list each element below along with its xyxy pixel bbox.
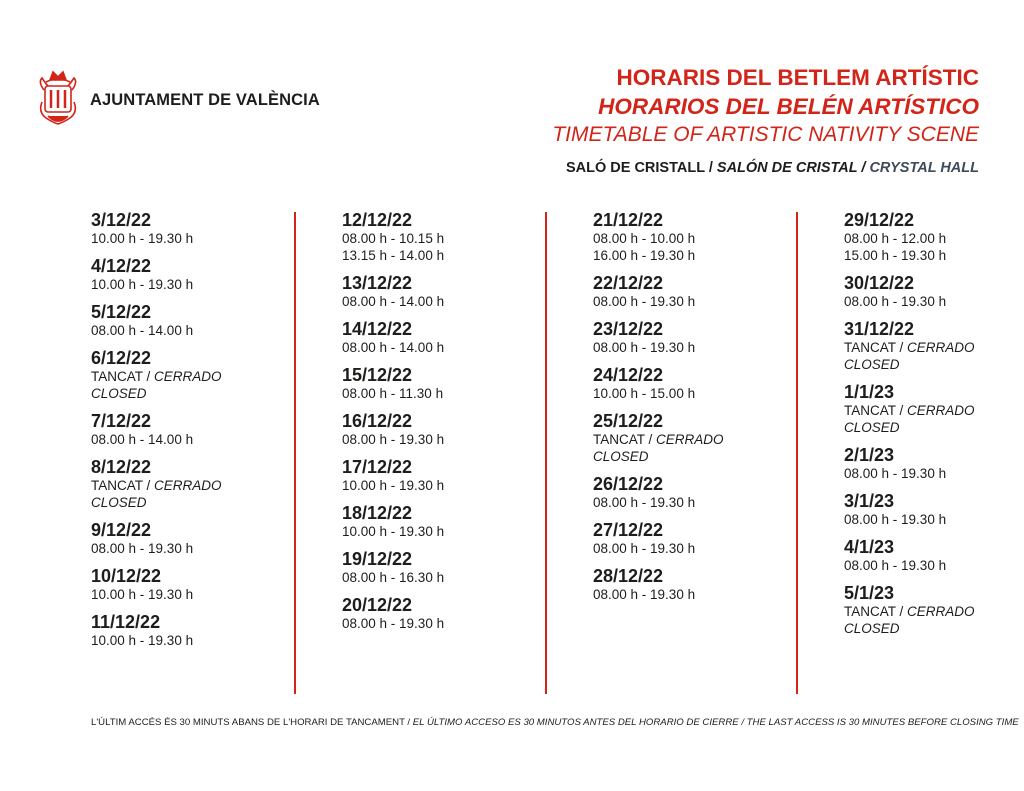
entry-date: 16/12/22 xyxy=(342,411,413,431)
entry-date: 22/12/22 xyxy=(593,273,664,293)
entry-date: 27/12/22 xyxy=(593,520,664,540)
schedule-entry xyxy=(342,319,542,356)
closed-label xyxy=(593,431,793,448)
opening-hours: 08.00 h - 16.30 h xyxy=(342,570,445,585)
closed-english: CLOSED xyxy=(91,386,147,401)
entry-date: 7/12/22 xyxy=(91,411,152,431)
schedule-entry xyxy=(342,503,542,540)
closed-english: CLOSED xyxy=(91,495,147,510)
schedule-entry xyxy=(342,549,542,586)
closed-spanish: CERRADO xyxy=(656,432,724,447)
schedule-entry xyxy=(593,365,793,402)
schedule-entry xyxy=(91,520,291,557)
opening-hours: 13.15 h - 14.00 h xyxy=(342,248,445,263)
note-english: / THE LAST ACCESS IS 30 MINUTES BEFORE CLOSING TIME xyxy=(738,717,1019,728)
opening-hours: 08.00 h - 19.30 h xyxy=(342,432,445,447)
schedule-entry xyxy=(91,457,291,511)
title-catalan: HORARIS DEL BETLEM ARTÍSTIC xyxy=(616,65,979,90)
closed-english: CLOSED xyxy=(844,420,900,435)
closed-catalan: TANCAT / xyxy=(844,340,908,355)
entry-date: 14/12/22 xyxy=(342,319,413,339)
schedule-entry xyxy=(844,445,1024,482)
schedule-entry xyxy=(593,566,793,603)
closed-spanish: CERRADO xyxy=(154,369,222,384)
closed-spanish: CERRADO xyxy=(907,604,975,619)
schedule-entry xyxy=(593,520,793,557)
schedule-entry xyxy=(593,319,793,356)
opening-hours: 08.00 h - 19.30 h xyxy=(91,541,194,556)
opening-hours: 08.00 h - 19.30 h xyxy=(342,616,445,631)
closed-catalan: TANCAT / xyxy=(844,403,908,418)
entry-date: 5/12/22 xyxy=(91,302,152,322)
schedule-entry xyxy=(593,411,793,465)
last-access-note xyxy=(91,717,1019,728)
entry-date: 23/12/22 xyxy=(593,319,664,339)
opening-hours: 08.00 h - 11.30 h xyxy=(342,386,444,401)
opening-hours: 08.00 h - 19.30 h xyxy=(593,495,696,510)
entry-date: 11/12/22 xyxy=(91,612,161,632)
opening-hours: 08.00 h - 14.00 h xyxy=(91,323,194,338)
schedule-entry xyxy=(844,537,1024,574)
opening-hours: 08.00 h - 19.30 h xyxy=(844,512,947,527)
entry-date: 9/12/22 xyxy=(91,520,152,540)
closed-english: CLOSED xyxy=(844,357,900,372)
schedule-column-3 xyxy=(593,210,793,612)
schedule-entry xyxy=(91,612,291,649)
opening-hours: 10.00 h - 19.30 h xyxy=(91,633,194,648)
closed-label xyxy=(91,368,291,385)
closed-label xyxy=(844,402,1024,419)
venue-english: CRYSTAL HALL xyxy=(869,160,979,176)
entry-date: 4/12/22 xyxy=(91,256,152,276)
opening-hours: 08.00 h - 10.00 h xyxy=(593,231,696,246)
schedule-column-1 xyxy=(91,210,291,658)
entry-date: 3/12/22 xyxy=(91,210,152,230)
note-spanish: EL ÚLTIMO ACCESO ES 30 MINUTOS ANTES DEL HORARIO DE CIERRE xyxy=(412,717,739,728)
entry-date: 6/12/22 xyxy=(91,348,152,368)
schedule-entry xyxy=(91,210,291,247)
organization-name: AJUNTAMENT DE VALÈNCIA xyxy=(90,90,320,109)
closed-catalan: TANCAT / xyxy=(844,604,908,619)
schedule-entry xyxy=(342,210,542,264)
title-block xyxy=(552,63,979,176)
opening-hours: 10.00 h - 19.30 h xyxy=(91,587,194,602)
column-divider xyxy=(545,212,547,694)
closed-english: CLOSED xyxy=(593,449,649,464)
schedule-entry xyxy=(844,210,1024,264)
schedule-entry xyxy=(342,365,542,402)
entry-date: 28/12/22 xyxy=(593,566,664,586)
schedule-column-4 xyxy=(844,210,1024,646)
schedule-entry xyxy=(342,411,542,448)
opening-hours: 10.00 h - 19.30 h xyxy=(91,277,194,292)
opening-hours: 08.00 h - 14.00 h xyxy=(91,432,194,447)
entry-date: 10/12/22 xyxy=(91,566,162,586)
venue-spanish: SALÓN DE CRISTAL / xyxy=(716,160,870,176)
valencia-coat-of-arms-icon xyxy=(36,68,80,132)
schedule-entry xyxy=(342,273,542,310)
entry-date: 21/12/22 xyxy=(593,210,664,230)
closed-catalan: TANCAT / xyxy=(91,369,155,384)
entry-date: 15/12/22 xyxy=(342,365,413,385)
schedule-entry xyxy=(844,583,1024,637)
entry-date: 1/1/23 xyxy=(844,382,895,402)
closed-catalan: TANCAT / xyxy=(91,478,155,493)
entry-date: 26/12/22 xyxy=(593,474,664,494)
header-logo xyxy=(36,68,320,132)
entry-date: 31/12/22 xyxy=(844,319,915,339)
closed-english: CLOSED xyxy=(844,621,900,636)
opening-hours: 08.00 h - 19.30 h xyxy=(844,294,947,309)
schedule-entry xyxy=(593,273,793,310)
schedule-entry xyxy=(844,273,1024,310)
entry-date: 25/12/22 xyxy=(593,411,664,431)
opening-hours: 08.00 h - 19.30 h xyxy=(844,466,947,481)
schedule-entry xyxy=(91,302,291,339)
opening-hours: 10.00 h - 19.30 h xyxy=(342,524,445,539)
closed-spanish: CERRADO xyxy=(907,340,975,355)
closed-label xyxy=(844,339,1024,356)
opening-hours: 08.00 h - 19.30 h xyxy=(593,587,696,602)
opening-hours: 08.00 h - 14.00 h xyxy=(342,340,445,355)
entry-date: 20/12/22 xyxy=(342,595,413,615)
opening-hours: 10.00 h - 19.30 h xyxy=(91,231,194,246)
entry-date: 19/12/22 xyxy=(342,549,413,569)
opening-hours: 10.00 h - 15.00 h xyxy=(593,386,696,401)
column-divider xyxy=(294,212,296,694)
note-catalan: L'ÚLTIM ACCÉS ÉS 30 MINUTS ABANS DE L'HORARI DE TANCAMENT / xyxy=(91,717,413,728)
entry-date: 2/1/23 xyxy=(844,445,895,465)
entry-date: 4/1/23 xyxy=(844,537,895,557)
entry-date: 24/12/22 xyxy=(593,365,664,385)
opening-hours: 08.00 h - 14.00 h xyxy=(342,294,445,309)
closed-catalan: TANCAT / xyxy=(593,432,657,447)
schedule-entry xyxy=(593,474,793,511)
venue-catalan: SALÓ DE CRISTALL / xyxy=(565,160,717,176)
closed-label xyxy=(91,477,291,494)
column-divider xyxy=(796,212,798,694)
schedule-entry xyxy=(91,566,291,603)
closed-spanish: CERRADO xyxy=(907,403,975,418)
entry-date: 12/12/22 xyxy=(342,210,413,230)
opening-hours: 15.00 h - 19.30 h xyxy=(844,248,947,263)
opening-hours: 08.00 h - 10.15 h xyxy=(342,231,445,246)
entry-date: 8/12/22 xyxy=(91,457,152,477)
opening-hours: 10.00 h - 19.30 h xyxy=(342,478,445,493)
opening-hours: 16.00 h - 19.30 h xyxy=(593,248,696,263)
entry-date: 18/12/22 xyxy=(342,503,413,523)
schedule-entry xyxy=(593,210,793,264)
closed-spanish: CERRADO xyxy=(154,478,222,493)
entry-date: 5/1/23 xyxy=(844,583,895,603)
opening-hours: 08.00 h - 12.00 h xyxy=(844,231,947,246)
entry-date: 17/12/22 xyxy=(342,457,413,477)
entry-date: 29/12/22 xyxy=(844,210,915,230)
schedule-entry xyxy=(91,411,291,448)
entry-date: 3/1/23 xyxy=(844,491,895,511)
opening-hours: 08.00 h - 19.30 h xyxy=(593,294,696,309)
entry-date: 30/12/22 xyxy=(844,273,915,293)
schedule-entry xyxy=(342,595,542,632)
closed-label xyxy=(844,603,1024,620)
entry-date: 13/12/22 xyxy=(342,273,413,293)
schedule-entry xyxy=(844,491,1024,528)
schedule-entry xyxy=(91,348,291,402)
title-english: TIMETABLE OF ARTISTIC NATIVITY SCENE xyxy=(552,123,979,146)
opening-hours: 08.00 h - 19.30 h xyxy=(593,541,696,556)
title-spanish: HORARIOS DEL BELÉN ARTÍSTICO xyxy=(598,94,979,119)
schedule-entry xyxy=(91,256,291,293)
venue-line xyxy=(552,160,979,176)
schedule-entry xyxy=(844,319,1024,373)
opening-hours: 08.00 h - 19.30 h xyxy=(844,558,947,573)
opening-hours: 08.00 h - 19.30 h xyxy=(593,340,696,355)
schedule-entry xyxy=(844,382,1024,436)
schedule-entry xyxy=(342,457,542,494)
schedule-column-2 xyxy=(342,210,542,641)
